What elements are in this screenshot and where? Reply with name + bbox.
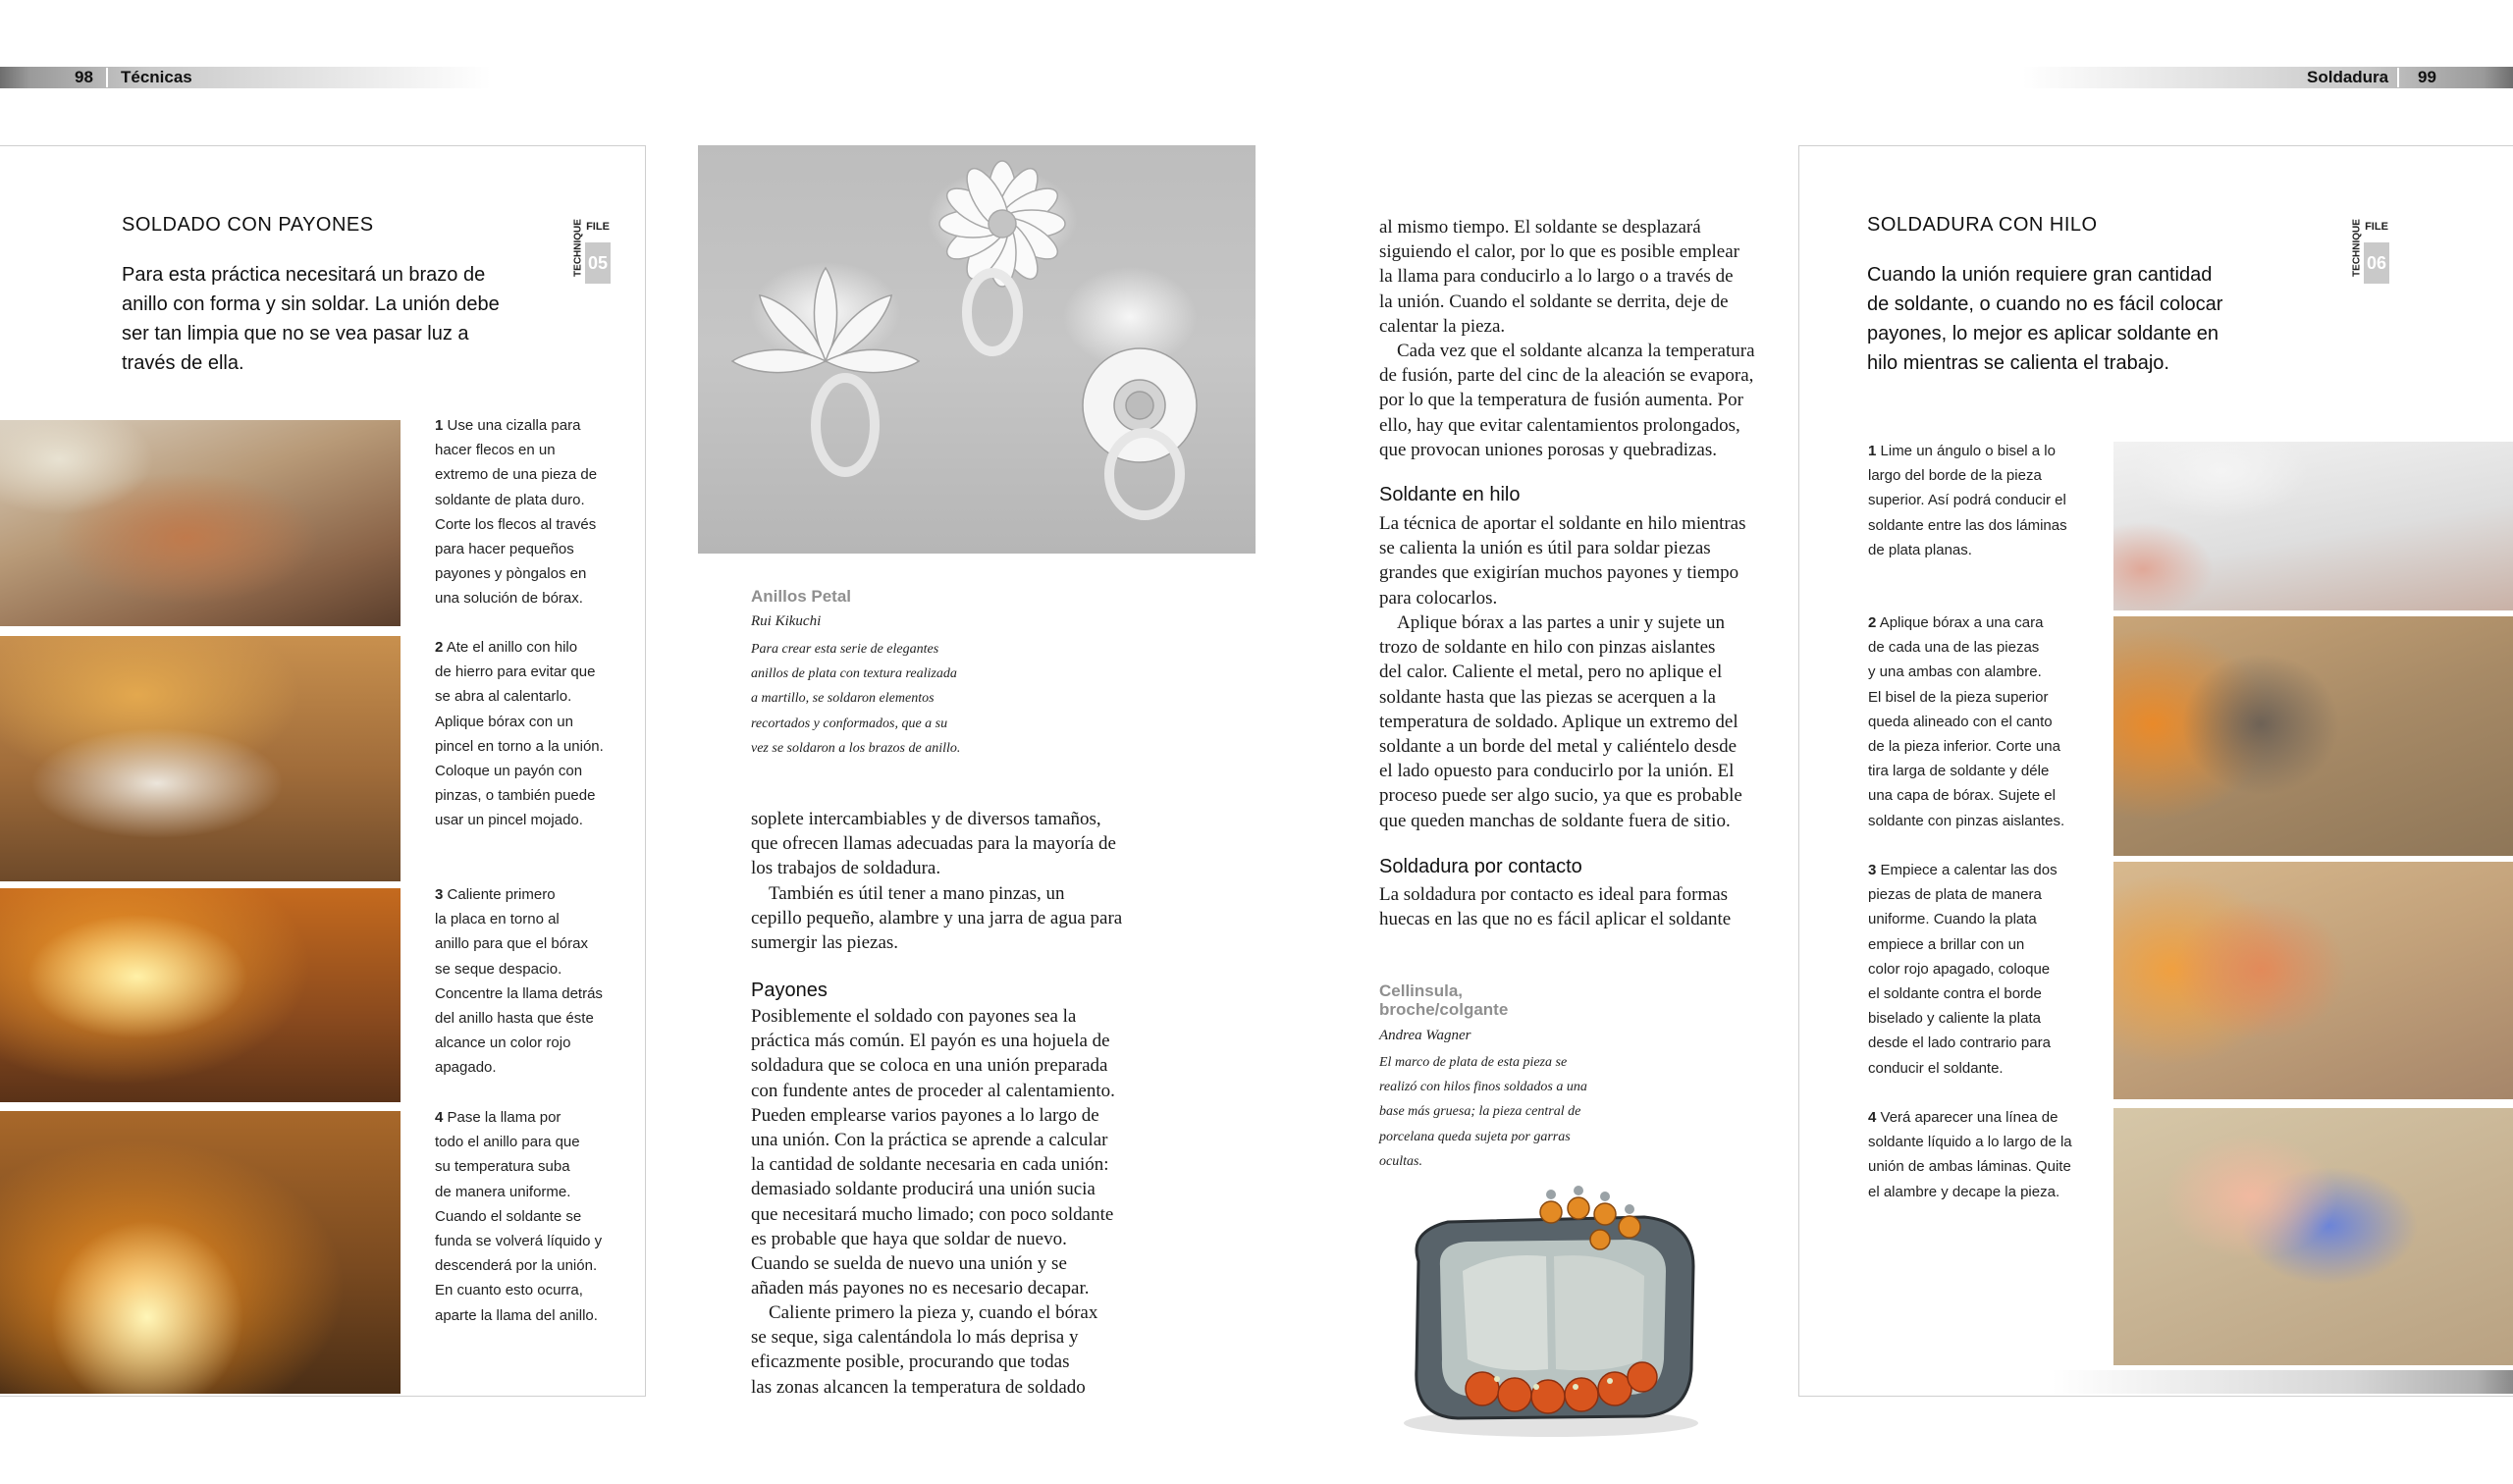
- cellinsula-caption-title: Cellinsula, broche/colgante: [1379, 981, 1509, 1019]
- step-photo-shears: [0, 420, 401, 626]
- right-file-tab: [2348, 219, 2389, 284]
- left-section-heading: SOLDADO CON PAYONES: [122, 214, 374, 236]
- right-step-1: 1 Lime un ángulo o bisel a lo largo del borde de la pieza superior. Así podrá conducir el soldante entre las dos láminas de plata planas.: [1868, 443, 2067, 558]
- left-header-separator: [106, 68, 108, 87]
- right-header-separator: [2397, 68, 2399, 87]
- col2-paragraph-4: Caliente primero la pieza y, cuando el bórax se seque, siga calentándola lo más deprisa y eficazmente posible, procurando que todas las zonas alcancen la temperatura de soldado: [751, 1302, 1098, 1398]
- left-file-tab: [569, 219, 611, 284]
- technique-label: TECHNIQUE: [572, 219, 584, 277]
- step-photo-flame: [0, 1111, 401, 1394]
- right-step-4: 4 Verá aparecer una línea de soldante líquido a lo largo de la unión de ambas láminas. Quite el alambre y decape la pieza.: [1868, 1109, 2072, 1200]
- left-page-number: 98: [75, 68, 93, 86]
- wire-step-photo-borax: [2113, 616, 2513, 856]
- left-step-4: 4 Pase la llama por todo el anillo para que su temperatura suba de manera uniforme. Cuando el soldante se funda se volverá líquido y descenderá por la unión. En cuanto esto ocurra, aparte la llama del anillo.: [435, 1109, 603, 1324]
- wire-step-photo-heating: [2113, 862, 2513, 1099]
- left-step-3: 3 Caliente primero la placa en torno al anillo para que el bórax se seque despacio. Concentre la llama detrás del anillo hasta que éste alcance un color rojo apagado.: [435, 886, 603, 1077]
- col3-paragraph-5: La soldadura por contacto es ideal para formas huecas en las que no es fácil aplicar el soldante: [1379, 884, 1732, 930]
- wire-step-photo-solder-line: [2113, 1108, 2513, 1365]
- petal-rings-illustration: [698, 145, 1256, 554]
- col2-paragraph-1: soplete intercambiables y de diversos tamaños, que ofrecen llamas adecuadas para la mayoría de los trabajos de soldadura.: [751, 809, 1116, 879]
- cellinsula-caption-text: El marco de plata de esta pieza se realizó con hilos finos soldados a una base más gruesa; la pieza central de porcelana queda sujeta por garras ocultas.: [1379, 1055, 1587, 1169]
- col3-paragraph-2: Cada vez que el soldante alcanza la temperatura de fusión, parte del cinc de la aleación se evapora, por lo que la temperatura de fusión aumenta. Por ello, hay que evitar calentamientos prolongados, que provocan uniones porosas y quebradizas.: [1379, 341, 1755, 460]
- file-label-right: FILE: [2365, 221, 2388, 233]
- col2-paragraph-3: Posiblemente el soldado con payones sea la práctica más común. El payón es una hojuela de soldadura que se coloca en una unión preparada con fundente antes de proceder al calentamiento. Pueden emplearse varios payones a lo largo de una unión. Con la práctica se aprende a calcular la cantidad de soldante necesaria en cada unión: demasiado soldante producirá una unión sucia que necesitará mucho limado; con poco soldante es probable que haya que soldar de nuevo. Cuando se suelda de nuevo una unión y se añaden más payones no es necesario decapar.: [751, 1006, 1115, 1299]
- step-photo-heating: [0, 888, 401, 1102]
- petal-caption-author: Rui Kikuchi: [751, 613, 822, 629]
- soldadura-por-contacto-subheading: Soldadura por contacto: [1379, 856, 1582, 877]
- right-section-title: Soldadura: [2307, 68, 2389, 86]
- right-intro: Cuando la unión requiere gran cantidad de soldante, o cuando no es fácil colocar payones, lo mejor es aplicar soldante en hilo mientras se calienta el trabajo.: [1867, 264, 2223, 374]
- file-number: 05: [585, 242, 611, 284]
- soldante-en-hilo-subheading: Soldante en hilo: [1379, 484, 1521, 505]
- right-header-bar: [2022, 67, 2513, 88]
- right-page-number: 99: [2418, 68, 2436, 86]
- step-photo-tied-ring: [0, 636, 401, 881]
- technique-label-right: TECHNIQUE: [2351, 219, 2363, 277]
- left-step-2: 2 Ate el anillo con hilo de hierro para evitar que se abra al calentarlo. Aplique bórax con un pincel en torno a la unión. Coloque un payón con pinzas, o también puede usar un pincel mojado.: [435, 639, 604, 829]
- right-step-3: 3 Empiece a calentar las dos piezas de plata de manera uniforme. Cuando la plata empiece a brillar con un color rojo apagado, coloque el soldante contra el borde biselado y caliente la plata desde el lado contrario para conducir el soldante.: [1868, 862, 2058, 1077]
- right-step-2: 2 Aplique bórax a una cara de cada una de las piezas y una ambas con alambre. El bisel de la pieza superior queda alineado con el canto de la pieza inferior. Corte una tira larga de soldante y déle una capa de bórax. Sujete el soldante con pinzas aislantes.: [1868, 614, 2065, 829]
- cellinsula-brooch-photo: [1379, 1173, 1723, 1448]
- petal-caption-title: Anillos Petal: [751, 587, 852, 606]
- petal-caption-text: Para crear esta serie de elegantes anillos de plata con textura realizada a martillo, se soldaron elementos recortados y conformados, que a su vez se soldaron a los brazos de anillo.: [751, 642, 961, 756]
- col3-paragraph-3: La técnica de aportar el soldante en hilo mientras se calienta la unión es útil para soldar piezas grandes que exigirían muchos payones y tiempo para colocarlos.: [1379, 513, 1746, 609]
- left-header-bar: [0, 67, 491, 88]
- left-intro: Para esta práctica necesitará un brazo de anillo con forma y sin soldar. La unión debe ser tan limpia que no se vea pasar luz a través de ella.: [122, 264, 500, 374]
- payones-subheading: Payones: [751, 980, 828, 1001]
- left-section-title: Técnicas: [121, 68, 192, 86]
- col2-paragraph-2: También es útil tener a mano pinzas, un cepillo pequeño, alambre y una jarra de agua para sumergir las piezas.: [751, 883, 1123, 954]
- col3-paragraph-1: al mismo tiempo. El soldante se desplazará siguiendo el calor, por lo que es posible emplear la llama para conducirlo a lo largo o a través de la unión. Cuando el soldante se derrita, deje de calentar la pieza.: [1379, 217, 1739, 337]
- petal-rings-photo: [698, 145, 1256, 554]
- col3-paragraph-4: Aplique bórax a las partes a unir y sujete un trozo de soldante en hilo con pinzas aislantes del calor. Caliente el metal, pero no aplique el soldante hasta que las piezas se acerquen a la temperatura de soldado. Aplique un extremo del soldante a un borde del metal y caliéntelo desde el lado opuesto para conducirlo por la unión. El proceso puede ser algo sucio, ya que es probable que queden manchas de soldante fuera de sitio.: [1379, 612, 1742, 831]
- wire-step-photo-bevel: [2113, 442, 2513, 610]
- cellinsula-caption-author: Andrea Wagner: [1379, 1028, 1471, 1043]
- left-step-1: 1 Use una cizalla para hacer flecos en un extremo de una pieza de soldante de plata duro. Corte los flecos al través para hacer pequeños payones y pòngalos en una solución de bórax.: [435, 417, 598, 608]
- file-label: FILE: [586, 221, 610, 233]
- file-number-right: 06: [2364, 242, 2389, 284]
- right-footer-bar: [2052, 1370, 2513, 1394]
- right-section-heading: SOLDADURA CON HILO: [1867, 214, 2098, 236]
